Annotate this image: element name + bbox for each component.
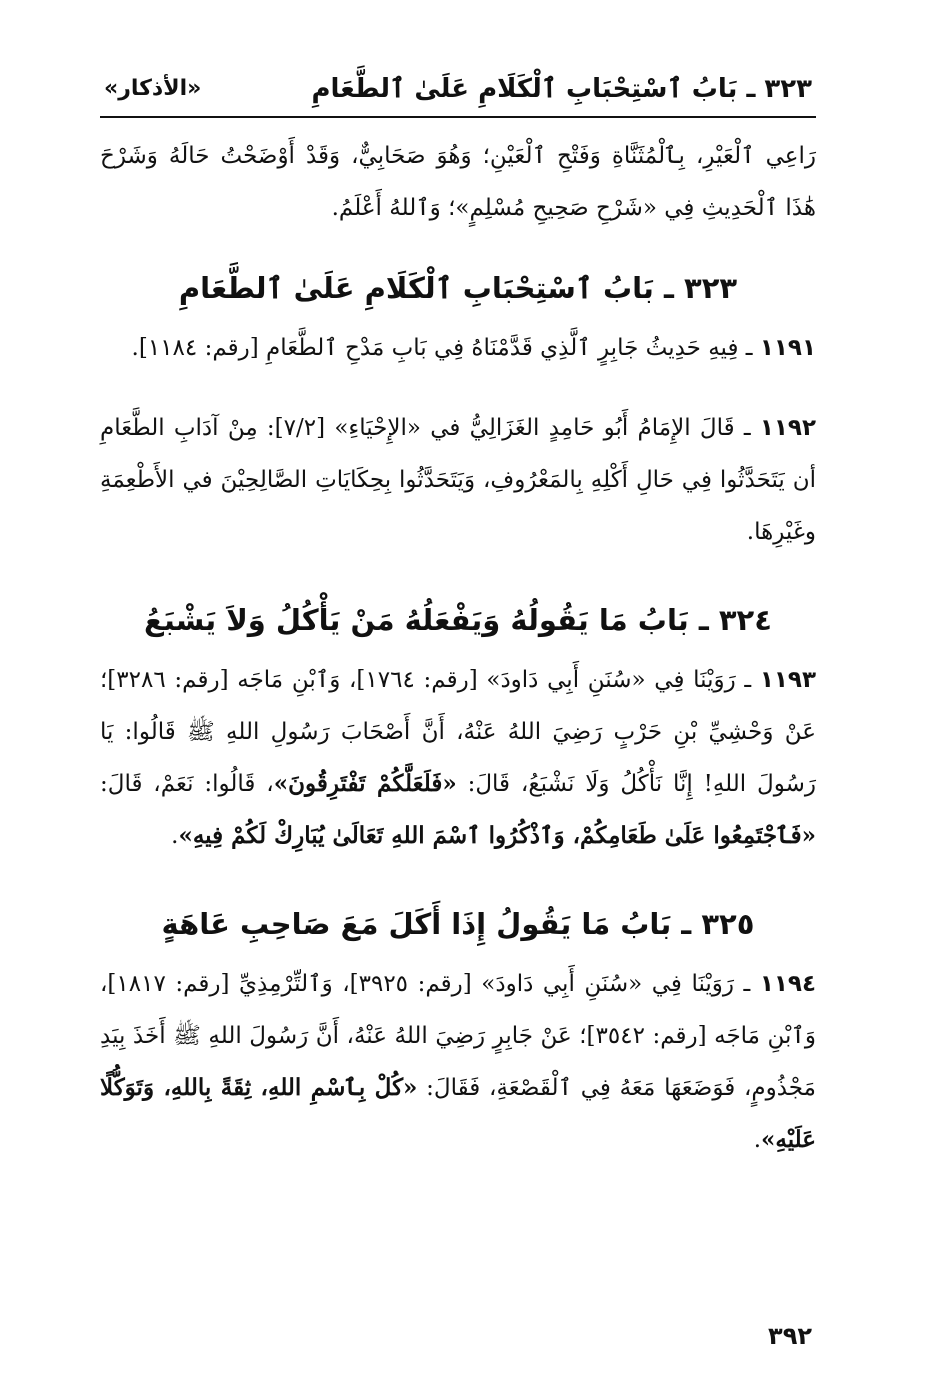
entry-number: ١١٩٢ (759, 415, 816, 441)
prophetic-saying: «فَٱجْتَمِعُوا عَلَىٰ طَعَامِكُمْ، وَٱذْكُرُوا ٱسْمَ اللهِ تَعَالَىٰ يُبَارِكْ لَكُمْ فِيهِ» (178, 822, 816, 849)
entry-text: ـ قَالَ الإِمَامُ أَبُو حَامِدٍ الغَزَالِيُّ في «الإِحْيَاءِ» [٧/٢]: مِنْ آدَابِ الطَّعَامِ أن يَتَحَدَّثُوا فِي حَالِ أَكْلِهِ بِالمَعْرُوفِ، وَيَتَحَدَّثُوا بِحِكَايَاتِ الصَّالِحِيْنَ في الأَطْعِمَةِ وغَيْرِهَا. (100, 415, 816, 545)
hadith-entry-1194 (100, 958, 816, 1166)
continuation-paragraph: رَاعِي ٱلْعَيْرِ، بِٱلْمُثَنَّاةِ وَفَتْحِ ٱلْعَيْنِ؛ وَهُوَ صَحَابِيٌّ، وَقَدْ أَوْضَحْتُ حَالَهُ وَشَرْحَ هَٰذَا ٱلْحَدِيثِ فِي «شَرْحِ صَحِيحِ مُسْلِمٍ»؛ وَٱللهُ أَعْلَمُ. (100, 143, 816, 221)
entry-number: ١١٩٣ (759, 667, 816, 693)
entry-text: ـ رَوَيْنَا فِي «سُنَنِ أَبِي دَاودَ» [رقم: ١٧٦٤]، وَٱبْنِ مَاجَه [رقم: ٣٢٨٦]؛ عَنْ وَحْشِيِّ بْنِ حَرْبٍ رَضِيَ اللهُ عَنْهُ، أَنَّ أَصْحَابَ رَسُولِ اللهِ ﷺ قَالُوا: يَا رَسُولَ اللهِ! إِنَّا نَأْكُلُ وَلَا نَشْبَعُ، قَالَ: (100, 667, 817, 797)
page-number: ٣٩٢ (768, 1322, 812, 1350)
chapter-heading-324: ٣٢٤ ـ بَابُ مَا يَقُولُهُ وَيَفْعَلُهُ مَنْ يَأْكُلُ وَلاَ يَشْبَعُ (144, 603, 772, 637)
hadith-entry-1193 (100, 654, 816, 862)
chapter-heading-325: ٣٢٥ ـ بَابُ مَا يَقُولُ إِذَا أَكَلَ مَعَ صَاحِبِ عَاهَةٍ (161, 907, 755, 941)
book-title: «الأذكار» (104, 76, 202, 101)
entry-number: ١١٩١ (759, 335, 816, 361)
hadith-entry-1192 (100, 402, 816, 558)
entry-text: . (753, 1127, 762, 1153)
prophetic-saying: «فَلَعَلَّكُمْ تَفْتَرِقُونَ» (273, 770, 457, 797)
entry-number: ١١٩٤ (759, 971, 816, 997)
entry-text: ـ فِيهِ حَدِيثُ جَابِرٍ ٱلَّذِي قَدَّمْنَاهُ فِي بَابِ مَدْحِ ٱلطَّعَامِ [رقم: ١١٨٤]. (131, 335, 760, 361)
book-page (100, 60, 816, 1350)
entry-text: ، قَالُوا: نَعَمْ، قَالَ: (100, 771, 274, 797)
running-header (100, 60, 816, 118)
hadith-entry-1191 (100, 322, 816, 374)
prophetic-saying: «كُلْ بِٱسْمِ اللهِ، ثِقَةً بِاللهِ، وَتَوَكُّلًا عَلَيْهِ» (100, 1074, 816, 1153)
entry-text: ـ رَوَيْنَا فِي «سُنَنِ أَبِي دَاودَ» [رقم: ٣٩٢٥]، وَٱلتِّرْمِذِيِّ [رقم: ١٨١٧]، وَٱبْنِ مَاجَه [رقم: ٣٥٤٢]؛ عَنْ جَابِرٍ رَضِيَ اللهُ عَنْهُ، أَنَّ رَسُولَ اللهِ ﷺ أَخَذَ بِيَدِ مَجْذُومٍ، فَوَضَعَهَا مَعَهُ فِي ٱلْقَصْعَةِ، فَقَالَ: (100, 971, 816, 1101)
running-title: ٣٢٣ ـ بَابُ ٱسْتِحْبَابِ ٱلْكَلَامِ عَلَىٰ ٱلطَّعَامِ (311, 74, 812, 104)
chapter-heading-323: ٣٢٣ ـ بَابُ ٱسْتِحْبَابِ ٱلْكَلَامِ عَلَىٰ ٱلطَّعَامِ (178, 271, 738, 305)
entry-text: . (171, 823, 179, 849)
